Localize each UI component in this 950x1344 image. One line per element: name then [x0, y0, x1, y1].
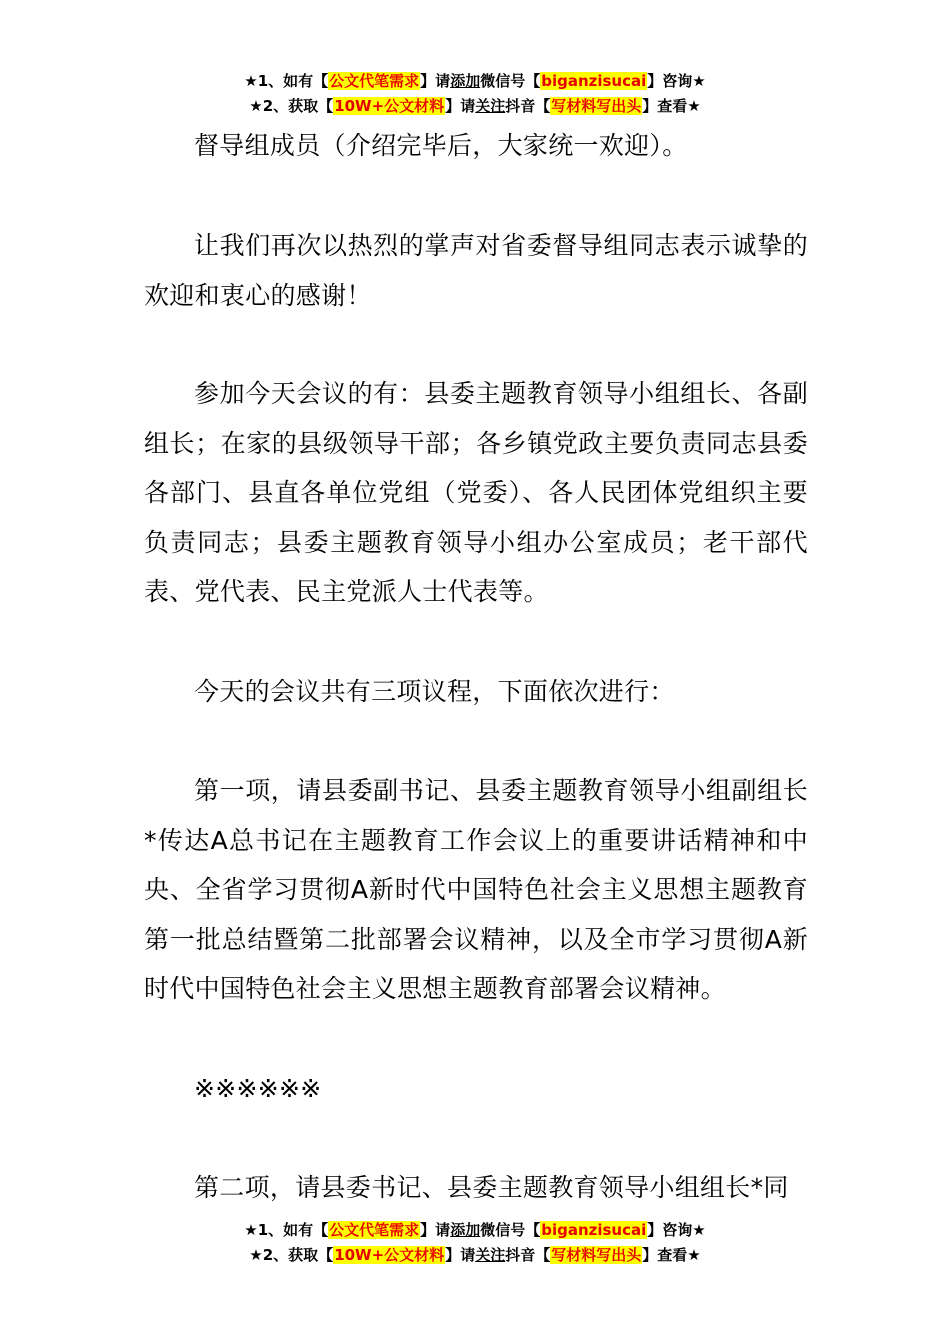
promo-text: 抖音【 — [505, 97, 551, 115]
promo-highlight: 写材料写出头 — [551, 97, 642, 115]
promo-text: ★2、获取【 — [249, 1246, 334, 1264]
promo-text: 微信号【 — [480, 72, 541, 90]
promo-line-2 — [0, 94, 950, 119]
promo-text: ★1、如有【 — [244, 1221, 329, 1239]
paragraph: 今天的会议共有三项议程，下面依次进行： — [194, 677, 675, 706]
promo-highlight: 10W+公文材料 — [334, 1246, 445, 1264]
section-separator: ※※※※※※ — [194, 1074, 322, 1103]
promo-line-1 — [0, 1218, 950, 1243]
promo-highlight: biganzisucai — [541, 72, 647, 90]
promo-text: ★1、如有【 — [244, 72, 329, 90]
promo-text: 】咨询★ — [647, 1221, 706, 1239]
promo-highlight: 写材料写出头 — [551, 1246, 642, 1264]
promo-text: ★2、获取【 — [249, 97, 334, 115]
paragraph: 第二项，请县委书记、县委主题教育领导小组组长*同 — [194, 1173, 789, 1202]
promo-text: 】请 — [445, 97, 476, 115]
promo-emphasis: 关注 — [475, 97, 506, 115]
promo-highlight: 公文代笔需求 — [329, 72, 420, 90]
promo-text: 】请 — [420, 72, 451, 90]
promo-text: 】咨询★ — [647, 72, 706, 90]
promo-text: 】查看★ — [642, 1246, 701, 1264]
promo-highlight: 10W+公文材料 — [334, 97, 445, 115]
promo-line-1 — [0, 69, 950, 94]
promo-line-2 — [0, 1243, 950, 1268]
promo-banner-top — [0, 69, 950, 119]
promo-emphasis: 添加 — [450, 72, 481, 90]
paragraph: 督导组成员（介绍完毕后，大家统一欢迎）。 — [194, 131, 688, 160]
promo-text: 】请 — [445, 1246, 476, 1264]
promo-text: 】查看★ — [642, 97, 701, 115]
promo-text: 】请 — [420, 1221, 451, 1239]
promo-text: 微信号【 — [480, 1221, 541, 1239]
promo-text: 抖音【 — [505, 1246, 551, 1264]
paragraph: 让我们再次以热烈的掌声对省委督导组同志表示诚挚的欢迎和衷心的感谢！ — [144, 231, 808, 310]
promo-highlight: biganzisucai — [541, 1221, 647, 1239]
promo-emphasis: 关注 — [475, 1246, 506, 1264]
promo-banner-bottom — [0, 1218, 950, 1268]
paragraph: 第一项，请县委副书记、县委主题教育领导小组副组长*传达A总书记在主题教育工作会议上的重要讲话精神和中央、全省学习贯彻A新时代中国特色社会主义思想主题教育第一批总结暨第二批部署会议精神，以及全市学习贯彻A新时代中国特色社会主义思想主题教育部署会议精神。 — [144, 776, 808, 1003]
promo-highlight: 公文代笔需求 — [329, 1221, 420, 1239]
paragraph: 参加今天会议的有：县委主题教育领导小组组长、各副组长；在家的县级领导干部；各乡镇党政主要负责同志县委各部门、县直各单位党组（党委）、各人民团体党组织主要负责同志；县委主题教育领导小组办公室成员；老干部代表、党代表、民主党派人士代表等。 — [144, 379, 808, 606]
promo-emphasis: 添加 — [450, 1221, 481, 1239]
